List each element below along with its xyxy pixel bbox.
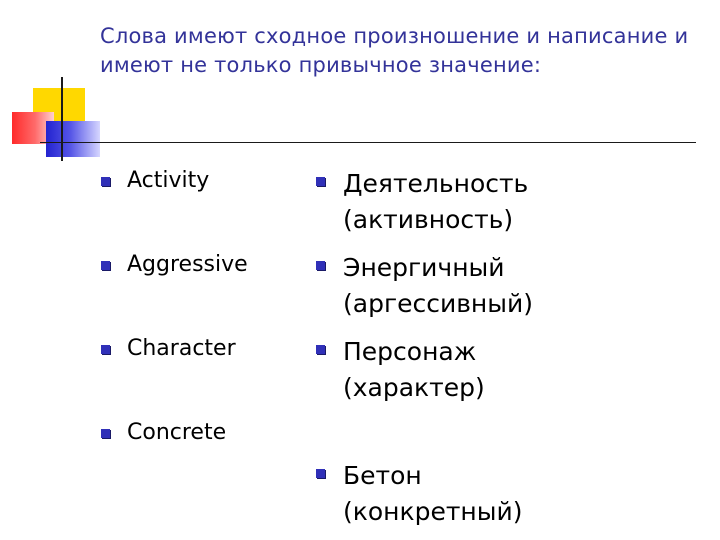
translation-word: Персонаж <box>343 337 477 366</box>
list-item-english <box>101 252 301 336</box>
square-bullet-icon <box>316 261 325 270</box>
translation-gloss: (конкретный) <box>343 497 523 526</box>
title-divider-line <box>40 142 696 143</box>
english-word: Concrete <box>127 420 227 445</box>
translation-gloss: (активность) <box>343 205 514 234</box>
list-item-translation <box>316 458 716 540</box>
english-word: Activity <box>127 168 210 193</box>
english-word: Aggressive <box>127 252 248 277</box>
english-word: Character <box>127 336 236 361</box>
list-item-english <box>101 420 301 504</box>
square-bullet-icon <box>316 469 325 478</box>
list-item-english <box>101 168 301 252</box>
list-item-translation <box>316 250 716 334</box>
translation-word: Энергичный <box>343 253 505 282</box>
english-words-list <box>101 168 301 504</box>
square-bullet-icon <box>316 177 325 186</box>
square-bullet-icon <box>316 345 325 354</box>
slide-title: Слова имеют сходное произношение и написание и имеют не только привычное значение: <box>100 24 689 77</box>
list-item-translation <box>316 166 716 250</box>
square-bullet-icon <box>101 261 110 270</box>
decor-vertical-line <box>61 77 63 161</box>
list-item-english <box>101 336 301 420</box>
translation-word: Бетон <box>343 461 422 490</box>
decor-blue-square <box>46 121 100 157</box>
square-bullet-icon <box>101 177 110 186</box>
list-item-translation <box>316 334 716 458</box>
translation-word: Деятельность <box>343 169 529 198</box>
translation-gloss: (аргессивный) <box>343 289 534 318</box>
translation-gloss: (характер) <box>343 373 485 402</box>
russian-translations-list <box>316 166 716 540</box>
square-bullet-icon <box>101 345 110 354</box>
square-bullet-icon <box>101 429 110 438</box>
